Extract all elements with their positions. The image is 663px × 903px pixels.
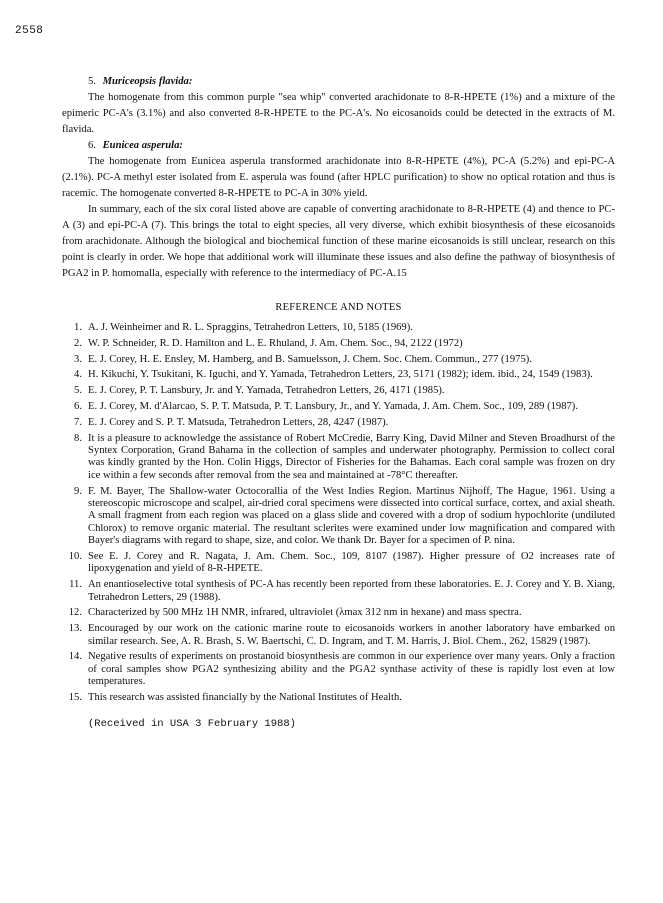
section-5 [62, 74, 615, 138]
reference-item [62, 607, 615, 619]
section-paragraph: The homogenate from Eunicea asperula transformed arachidonate into 8-R-HPETE (4%), PC-A (5.2%) and epi-PC-A (2.1%). PC-A methyl ester isolated from E. asperula was found (after HPLC purification) to show no optical rotation and thus is racemic. The homogenate converted 8-R-HPETE to PC-A in 30% yield. [62, 156, 615, 199]
reference-text: E. J. Corey, H. E. Ensley, M. Hamberg, and B. Samuelsson, J. Chem. Soc. Chem. Commun., 277 (1975). [88, 353, 532, 365]
reference-text: E. J. Corey, M. d'Alarcao, S. P. T. Matsuda, P. T. Lansbury, Jr., and Y. Yamada, J. Am. Chem. Soc., 109, 289 (1987). [88, 400, 578, 412]
reference-item [62, 486, 615, 548]
section-6 [62, 138, 615, 202]
reference-number: 11. [69, 579, 82, 591]
reference-text: Negative results of experiments on prostanoid biosynthesis are common in our experience over many years. Only a fraction of coral samples show PGA2 synthesizing ability and the PGA2 synthase activity of these is rapidly lost even at low temperatures. [88, 651, 615, 688]
reference-number: 12. [68, 607, 82, 619]
reference-text: W. P. Schneider, R. D. Hamilton and L. E. Rhuland, J. Am. Chem. Soc., 94, 2122 (1972) [88, 337, 463, 349]
page-body [62, 74, 615, 732]
section-number: 6. [88, 140, 96, 151]
reference-number: 6. [74, 400, 82, 412]
reference-text: Encouraged by our work on the cationic marine route to eicosanoids workers in another laboratory have embarked on similar research. See, A. R. Brash, S. W. Baertschi, C. D. Ingram, and T. M. Harris, J. Biol. Chem., 262, 15829 (1987). [88, 623, 615, 647]
reference-list [62, 322, 615, 704]
reference-text: An enantioselective total synthesis of PC-A has recently been reported from these laboratories. E. J. Corey and Y. B. Xiang, Tetrahedron Letters, 29 (1988). [88, 579, 615, 603]
reference-text: Characterized by 500 MHz 1H NMR, infrared, ultraviolet (λmax 312 nm in hexane) and mass spectra. [88, 607, 522, 619]
reference-item [62, 354, 615, 366]
reference-text: See E. J. Corey and R. Nagata, J. Am. Chem. Soc., 109, 8107 (1987). Higher pressure of O2 increases rate of lipoxygenation and yield of 8-R-HPETE. [88, 551, 615, 575]
reference-number: 7. [74, 416, 82, 428]
references-title: REFERENCE AND NOTES [275, 302, 402, 313]
reference-item [62, 623, 615, 648]
page-number: 2558 [15, 25, 44, 37]
reference-number: 15. [68, 692, 82, 704]
reference-text: This research was assisted financially by the National Institutes of Health. [88, 692, 402, 704]
reference-item [62, 651, 615, 688]
reference-number: 9. [74, 485, 82, 497]
reference-text: E. J. Corey, P. T. Lansbury, Jr. and Y. Yamada, Tetrahedron Letters, 26, 4171 (1985). [88, 385, 445, 397]
reference-item [62, 579, 615, 604]
section-species-name: Eunicea asperula: [102, 140, 183, 151]
reference-number: 3. [74, 353, 82, 365]
reference-number: 1. [74, 322, 82, 333]
section-species-name: Muriceopsis flavida: [102, 76, 193, 87]
reference-item [62, 338, 615, 350]
reference-item [62, 433, 615, 483]
reference-item [62, 417, 615, 429]
section-heading [62, 74, 615, 90]
section-heading [62, 138, 615, 154]
reference-number: 2. [74, 337, 82, 349]
reference-item [62, 692, 615, 704]
received-date: (Received in USA 3 February 1988) [88, 718, 296, 731]
reference-number: 8. [74, 432, 82, 444]
section-paragraph: The homogenate from this common purple "sea whip" converted arachidonate to 8-R-HPETE (1%) and a mixture of the epimeric PC-A's (3.1%) and also converted 8-R-HPETE to the PC-A's. No eicosanoids could be detected in the extracts of M. flavida. [62, 92, 615, 135]
summary-paragraph: In summary, each of the six coral listed above are capable of converting arachidonate to 8-R-HPETE (4) and thence to PC-A (3) and epi-PC-A (7). This brings the total to eight species, all very diverse, which exhibit biosynthesis of these eicosanoids from arachidonate. Although the biological and biochemical function of these marine eicosanoids is still unclear, research on this point is clearly in order. We hope that additional work will illuminate these issues and also define the pathway of biosynthesis of PGA2 in P. homomalla, especially with reference to the intermediacy of PC-A.15 [62, 204, 615, 279]
reference-text: H. Kikuchi, Y. Tsukitani, K. Iguchi, and Y. Yamada, Tetrahedron Letters, 23, 5171 (1982); idem. ibid., 24, 1549 (1983). [88, 369, 593, 381]
reference-number: 4. [74, 369, 82, 381]
reference-text: It is a pleasure to acknowledge the assistance of Robert McCredie, Barry King, David Milner and Steven Broadhurst of the Syntex Corporation, Grand Bahama in the collection of samples and underwater photography. Permission to collect coral was kindly granted by the Hon. Colin Higgs, Director of Fisheries for the Bahamas. Each coral sample was frozen on dry ice within a few seconds after removal from the sea and maintained at -78°C thereafter. [88, 432, 615, 481]
section-number: 5. [88, 76, 96, 87]
reference-number: 13. [68, 623, 82, 635]
reference-text: E. J. Corey and S. P. T. Matsuda, Tetrahedron Letters, 28, 4247 (1987). [88, 416, 389, 428]
reference-text: A. J. Weinheimer and R. L. Spraggins, Tetrahedron Letters, 10, 5185 (1969). [88, 322, 413, 333]
reference-item [62, 322, 615, 334]
reference-item [62, 369, 615, 381]
reference-item [62, 401, 615, 413]
reference-item [62, 551, 615, 576]
reference-text: F. M. Bayer, The Shallow-water Octocorallia of the West Indies Region. Martinus Nijhoff, The Hague, 1961. Using a stereoscopic microscope and scalpel, air-dried coral specimens were dissected into cortical surface, cortex, and axial sheath. A small fragment from each region was placed on a glass slide and covered with a drop of sodium hypochlorite (undiluted Chlorox) to remove organic material. The resultant sclerites were examined under low magnification and compared with Bayer's diagrams with regard to shape, size, and color. We thank Dr. Bayer for a specimen of P. nina. [88, 485, 615, 547]
reference-number: 10. [68, 551, 82, 563]
reference-number: 14. [68, 651, 82, 663]
reference-item [62, 385, 615, 397]
reference-number: 5. [74, 385, 82, 397]
